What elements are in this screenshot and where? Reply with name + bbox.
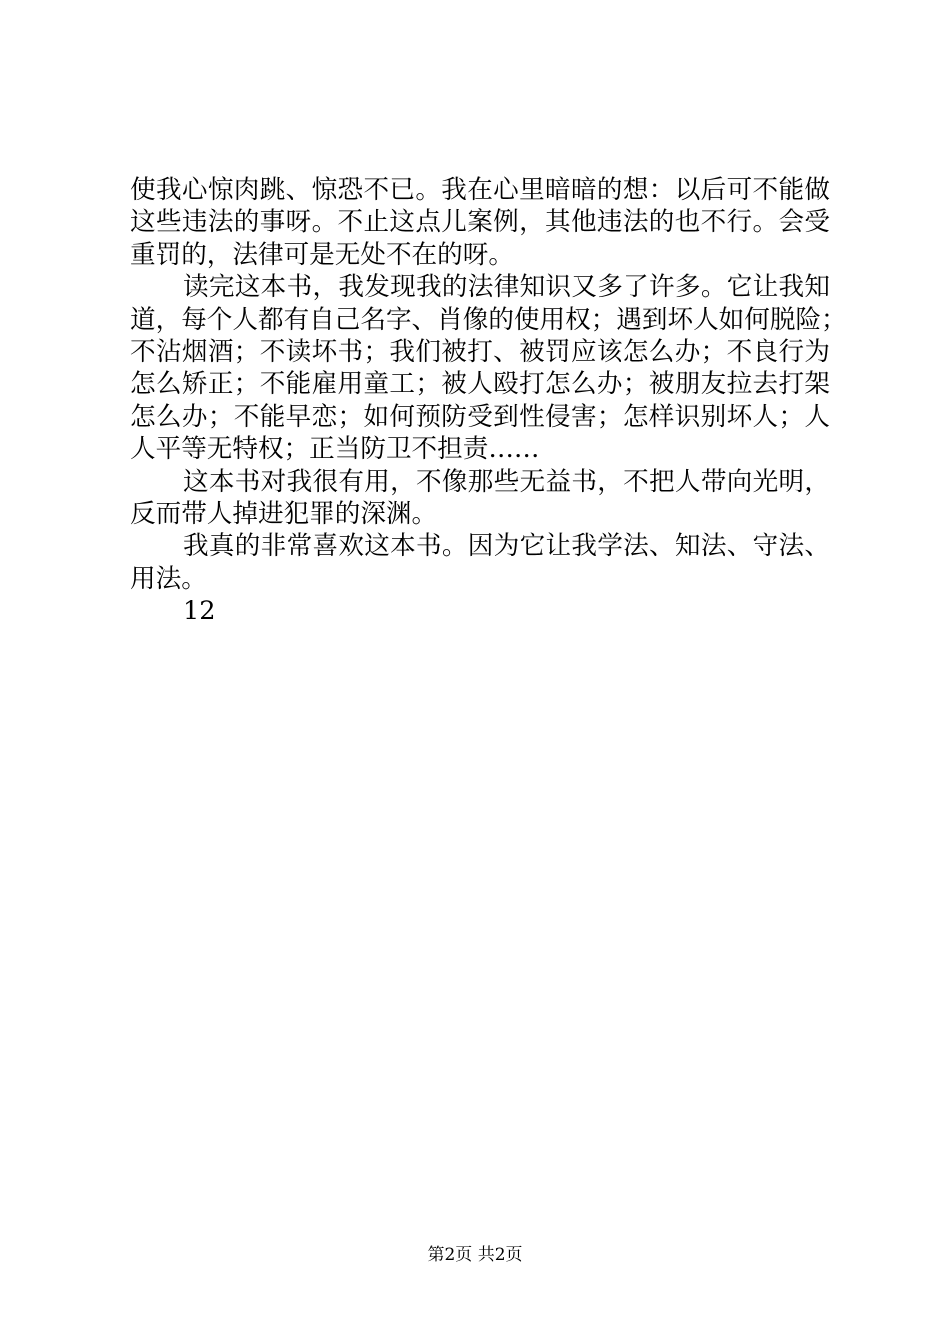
paragraph-2 xyxy=(130,271,847,465)
text-line: 反而带人掉进犯罪的深渊。 xyxy=(130,499,438,530)
paragraph-1 xyxy=(130,174,830,271)
text-line: 使我心惊肉跳、惊恐不已。我在心里暗暗的想：以后可不能做 xyxy=(130,175,830,205)
text-line: 我真的非常喜欢这本书。因为它让我学法、知法、守法、 xyxy=(183,531,830,562)
text-line: 12 xyxy=(183,596,216,627)
paragraph-5 xyxy=(130,595,830,627)
text-line: 道，每个人都有自己名字、肖像的使用权；遇到坏人如何脱险； xyxy=(130,304,847,335)
text-line: 用法。 xyxy=(130,563,207,594)
text-line: 怎么矫正；不能雇用童工；被人殴打怎么办；被朋友拉去打架 xyxy=(130,369,830,400)
page-footer: 第2页 共2页 xyxy=(427,1245,523,1265)
text-line: 这本书对我很有用，不像那些无益书，不把人带向光明， xyxy=(183,466,830,497)
text-line: 人平等无特权；正当防卫不担责…… xyxy=(130,434,540,465)
document-body xyxy=(130,174,847,628)
paragraph-4 xyxy=(130,530,830,595)
text-line: 这些违法的事呀。不止这点儿案例，其他违法的也不行。会受 xyxy=(130,207,830,238)
text-line: 重罚的，法律可是无处不在的呀。 xyxy=(130,239,514,270)
text-line: 怎么办；不能早恋；如何预防受到性侵害；怎样识别坏人；人 xyxy=(130,401,830,432)
text-line: 读完这本书，我发现我的法律知识又多了许多。它让我知 xyxy=(183,272,830,303)
text-line: 不沾烟酒；不读坏书；我们被打、被罚应该怎么办；不良行为 xyxy=(130,337,830,368)
paragraph-3 xyxy=(130,466,830,531)
